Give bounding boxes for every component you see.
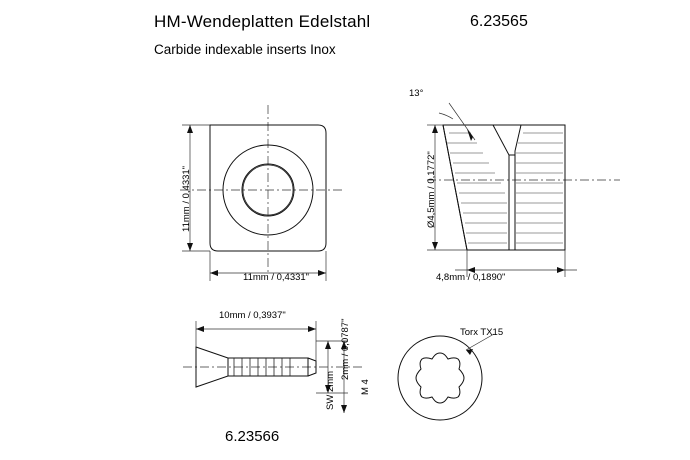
top-view-height-dim: 11mm / 0,4331" bbox=[181, 165, 192, 232]
torx-head-view bbox=[378, 320, 538, 440]
screw-thread-dim: M 4 bbox=[360, 379, 371, 395]
page-title-en: Carbide indexable inserts Inox bbox=[154, 42, 336, 57]
screw-head-dim: 2mm / 0,0787" bbox=[340, 318, 351, 380]
screw-article-code: 6.23566 bbox=[225, 428, 280, 445]
screw-length-dim: 10mm / 0,3937" bbox=[219, 310, 286, 321]
section-angle-label: 13° bbox=[409, 88, 424, 99]
page-title-de: HM-Wendeplatten Edelstahl bbox=[154, 12, 371, 31]
screw-key-dim: SW 2mm bbox=[325, 370, 336, 410]
article-code: 6.23565 bbox=[470, 13, 528, 30]
insert-section-view bbox=[405, 85, 625, 295]
top-view-width-dim: 11mm / 0,4331" bbox=[243, 272, 310, 283]
torx-label: Torx TX15 bbox=[460, 327, 504, 338]
section-thickness-dim: 4,8mm / 0,1890" bbox=[436, 272, 506, 283]
section-hole-dia-dim: Ø4,5mm / 0,1772" bbox=[426, 151, 437, 228]
